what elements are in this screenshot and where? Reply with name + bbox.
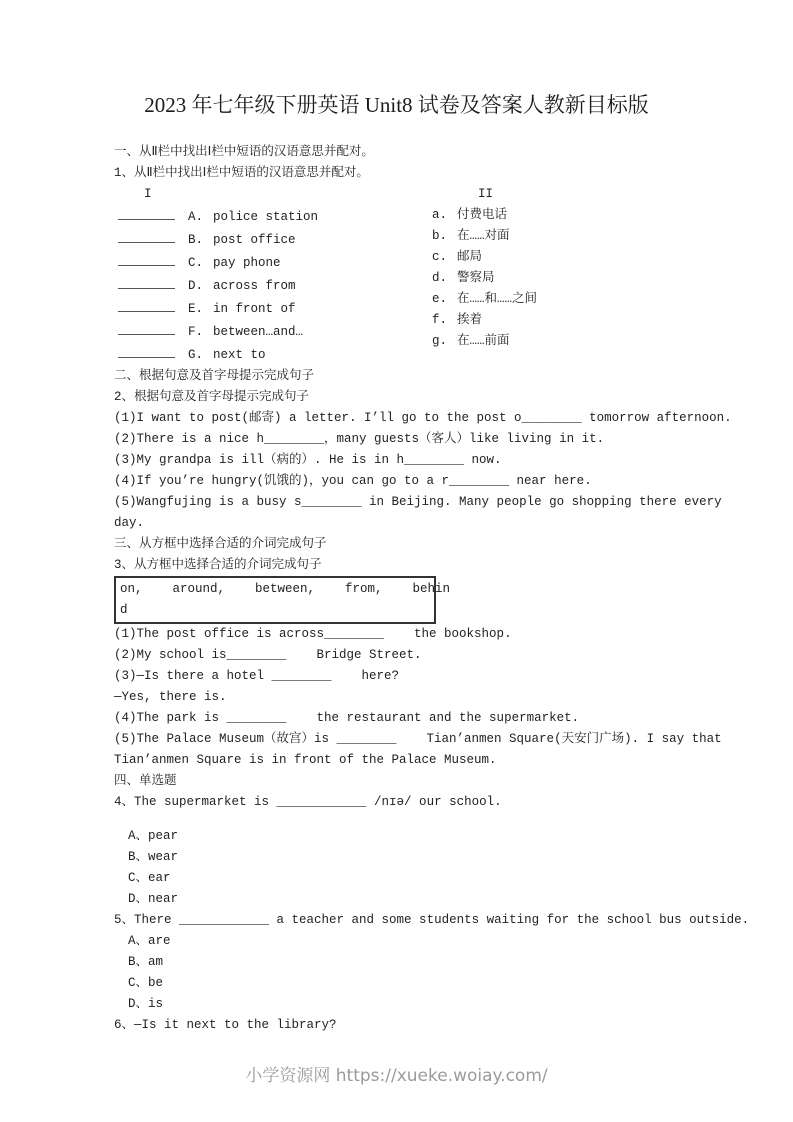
match-letter: D. xyxy=(188,279,204,293)
option-line: B、am xyxy=(128,955,164,969)
question-number: 4、 xyxy=(114,795,135,809)
section-2-subheading: 2、根据句意及首字母提示完成句子 xyxy=(114,390,310,404)
match-row xyxy=(114,251,432,274)
matching-exercise xyxy=(114,184,734,366)
match-letter: a. xyxy=(432,208,448,222)
match-row xyxy=(432,268,734,289)
exam-body xyxy=(114,142,750,1036)
match-meaning: 警察局 xyxy=(457,271,495,285)
section-2-heading: 二、根据句意及首字母提示完成句子 xyxy=(114,369,315,383)
sentence-line: Tian’anmen Square is in front of the Palace Museum. xyxy=(114,753,497,767)
match-meaning: 在……和……之间 xyxy=(457,292,538,306)
answer-blank xyxy=(118,320,175,335)
match-row xyxy=(432,247,734,268)
sentence-line: (2)There is a nice h________，many guests（客人）like living in it. xyxy=(114,432,605,446)
match-row xyxy=(432,310,734,331)
question-6 xyxy=(114,1015,734,1036)
sentence-line: (5)The Palace Museum（故宫）is ________ Tian’anmen Square(天安门广场). I say that xyxy=(114,732,722,746)
match-letter: E. xyxy=(188,302,204,316)
match-letter: c. xyxy=(432,250,448,264)
question-number: 6、 xyxy=(114,1018,135,1032)
option-line: D、near xyxy=(128,892,179,906)
answer-blank xyxy=(118,251,175,266)
section-3-subheading: 3、从方框中选择合适的介词完成句子 xyxy=(114,558,322,572)
section-1-heading: 一、从Ⅱ栏中找出Ⅰ栏中短语的汉语意思并配对。 xyxy=(114,145,374,159)
section-1-subheading: 1、从Ⅱ栏中找出Ⅰ栏中短语的汉语意思并配对。 xyxy=(114,166,369,180)
sentence-line: (2)My school is________ Bridge Street. xyxy=(114,648,422,662)
page-footer: 小学资源网 https://xueke.woiay.com/ xyxy=(245,1066,548,1086)
question-text: The supermarket is ____________ /nɪə/ our school. xyxy=(134,795,502,809)
match-meaning: 在……前面 xyxy=(457,334,510,348)
match-letter: B. xyxy=(188,233,204,247)
match-meaning: 挨着 xyxy=(457,313,483,327)
section-2-sentences xyxy=(114,408,734,534)
match-column-1 xyxy=(114,184,432,366)
match-row xyxy=(114,320,432,343)
question-4 xyxy=(114,792,734,910)
match-phrase: post office xyxy=(213,233,296,247)
match-letter: G. xyxy=(188,348,204,362)
question-5 xyxy=(114,910,750,1015)
match-letter: f. xyxy=(432,313,448,327)
sentence-line: (3)—Is there a hotel ________ here? xyxy=(114,669,400,683)
match-row xyxy=(432,226,734,247)
match-meaning: 在……对面 xyxy=(457,229,510,243)
match-row xyxy=(114,343,432,366)
sentence-line: day. xyxy=(114,516,145,530)
answer-blank xyxy=(118,343,175,358)
sentence-line: (5)Wangfujing is a busy s________ in Beijing. Many people go shopping there every xyxy=(114,495,722,509)
question-5-options xyxy=(114,931,734,1015)
match-row xyxy=(432,289,734,310)
box-line: d xyxy=(120,603,128,617)
option-line: B、wear xyxy=(128,850,179,864)
match-letter: e. xyxy=(432,292,448,306)
match-row xyxy=(114,297,432,320)
match-letter: A. xyxy=(188,210,204,224)
match-row xyxy=(432,331,734,352)
match-phrase: pay phone xyxy=(213,256,281,270)
section-3-heading: 三、从方框中选择合适的介词完成句子 xyxy=(114,537,327,551)
match-column-2 xyxy=(432,184,734,366)
question-number: 5、 xyxy=(114,913,135,927)
sentence-line: (1)The post office is across________ the bookshop. xyxy=(114,627,512,641)
question-text: There ____________ a teacher and some students waiting for the school bus outside. xyxy=(134,913,750,927)
sentence-line: (4)If you’re hungry(饥饿的)，you can go to a r________ near here. xyxy=(114,474,592,488)
match-column-1-list xyxy=(114,205,432,366)
match-phrase: next to xyxy=(213,348,266,362)
sentence-line: —Yes, there is. xyxy=(114,690,227,704)
section-3-sentences xyxy=(114,624,734,771)
sentence-line: (3)My grandpa is ill（病的）. He is in h________ now. xyxy=(114,453,502,467)
match-letter: g. xyxy=(432,334,448,348)
match-phrase: between…and… xyxy=(213,325,304,339)
question-text: —Is it next to the library? xyxy=(134,1018,337,1032)
question-4-options xyxy=(114,826,734,910)
match-row xyxy=(114,228,432,251)
answer-blank xyxy=(118,205,175,220)
question-line xyxy=(114,910,750,931)
question-line xyxy=(114,792,734,813)
answer-blank xyxy=(118,228,175,243)
match-column-2-header: II xyxy=(478,187,494,201)
section-4-heading: 四、单选题 xyxy=(114,774,177,788)
match-column-2-list xyxy=(432,205,734,352)
answer-blank xyxy=(118,274,175,289)
match-row xyxy=(114,205,432,228)
preposition-box xyxy=(114,576,451,624)
match-meaning: 邮局 xyxy=(457,250,483,264)
match-letter: d. xyxy=(432,271,448,285)
match-meaning: 付费电话 xyxy=(457,208,508,222)
option-line: C、be xyxy=(128,976,164,990)
answer-blank xyxy=(118,297,175,312)
box-line: on, around, between, from, behin xyxy=(120,582,451,596)
sentence-line: (4)The park is ________ the restaurant and the supermarket. xyxy=(114,711,580,725)
match-letter: b. xyxy=(432,229,448,243)
match-phrase: in front of xyxy=(213,302,296,316)
match-phrase: police station xyxy=(213,210,319,224)
match-row xyxy=(432,205,734,226)
match-phrase: across from xyxy=(213,279,296,293)
question-line xyxy=(114,1015,734,1036)
document-title: 2023 年七年级下册英语 Unit8 试卷及答案人教新目标版 xyxy=(144,93,649,117)
match-letter: C. xyxy=(188,256,204,270)
sentence-line: (1)I want to post(邮寄) a letter. I’ll go to the post o________ tomorrow afternoon. xyxy=(114,411,732,425)
option-line: D、is xyxy=(128,997,164,1011)
match-row xyxy=(114,274,432,297)
option-line: A、are xyxy=(128,934,171,948)
match-column-1-header: I xyxy=(144,187,152,201)
option-line: C、ear xyxy=(128,871,171,885)
match-letter: F. xyxy=(188,325,204,339)
option-line: A、pear xyxy=(128,829,179,843)
